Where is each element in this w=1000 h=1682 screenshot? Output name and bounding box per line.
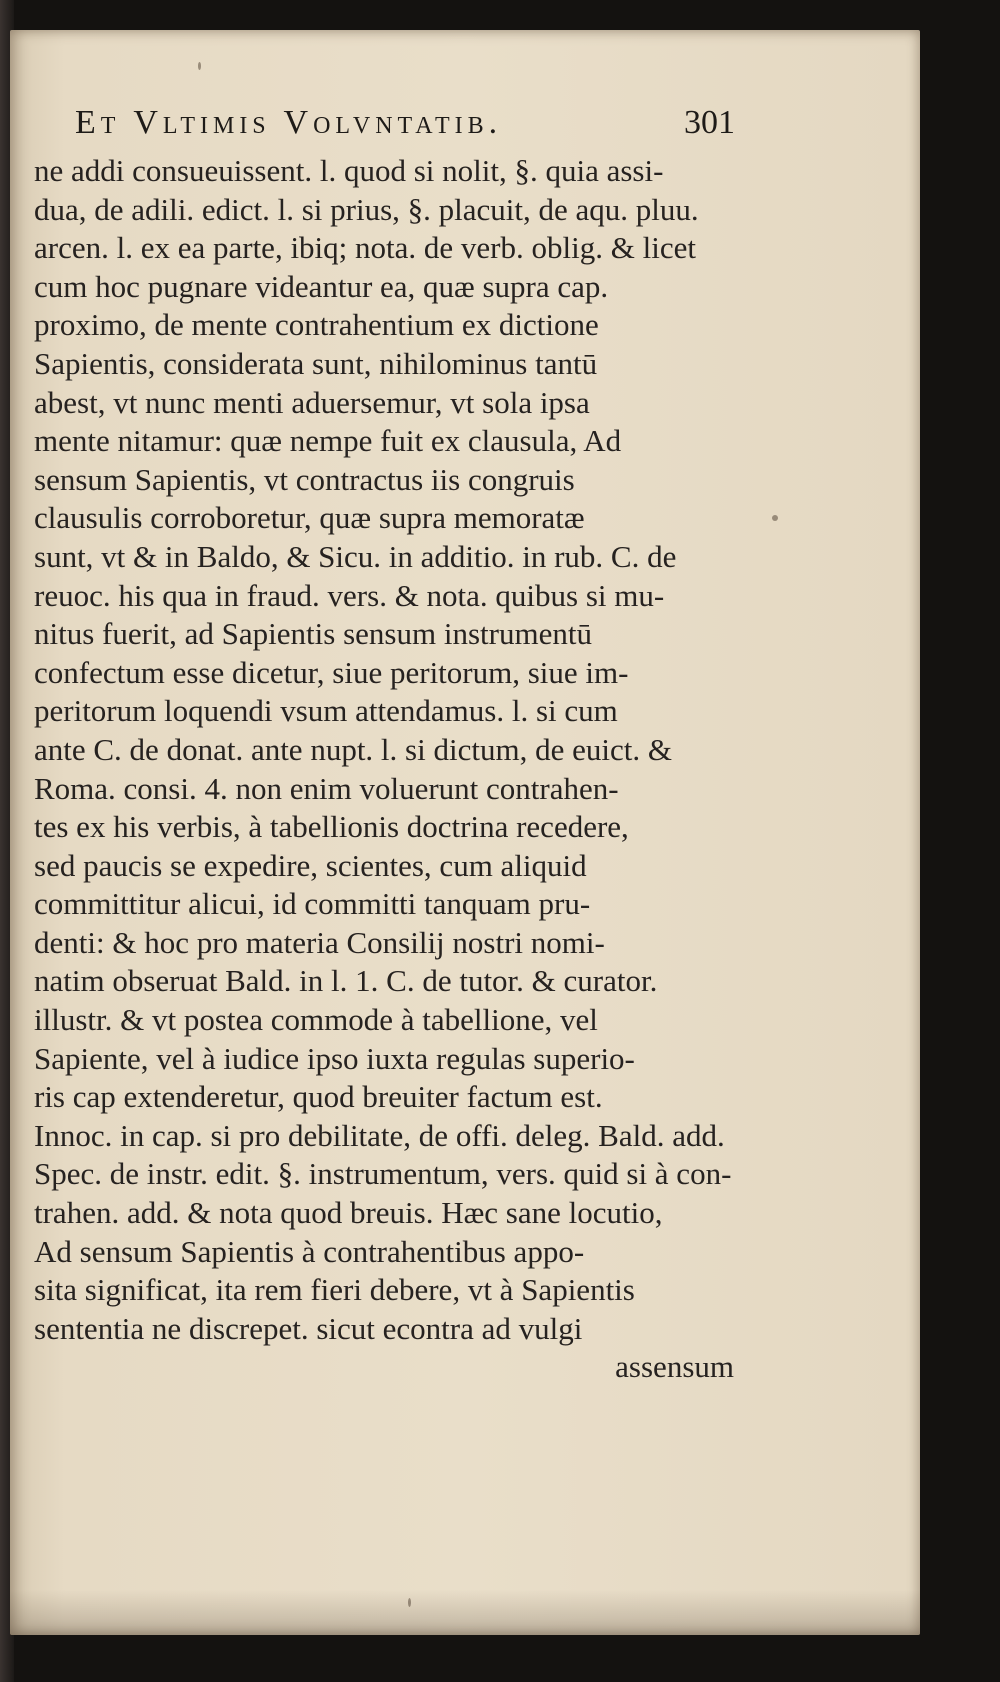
paper-fleck [772,515,778,521]
text-line: natim obseruat Bald. in l. 1. C. de tutor. & curator. [34,963,658,999]
text-line: reuoc. his qua in fraud. vers. & nota. quibus si mu- [34,577,665,613]
text-line: committitur alicui, id committi tanquam pru- [34,886,591,922]
text-line: peritorum loquendi vsum attendamus. l. si cum [34,693,618,729]
text-line: confectum esse dicetur, siue peritorum, siue im- [34,654,629,690]
text-line: trahen. add. & nota quod breuis. Hæc sane locutio, [34,1195,663,1231]
paper-fleck [408,1598,411,1607]
text-line: clausulis corroboretur, quæ supra memoratæ [34,500,585,536]
page-header [75,104,735,154]
text-line: arcen. l. ex ea parte, ibiq; nota. de verb. oblig. & licet [34,230,696,266]
page-number: 301 [684,104,735,141]
text-line: ante C. de donat. ante nupt. l. si dictum, de euict. & [34,731,672,767]
text-line: Ad sensum Sapientis à contrahentibus appo- [34,1233,585,1269]
text-line: Sapientis, considerata sunt, nihilominus tantū [34,345,598,381]
text-line: sita significat, ita rem fieri debere, vt à Sapientis [34,1272,635,1308]
text-line: sensum Sapientis, vt contractus iis congruis [34,461,575,497]
text-line: tes ex his verbis, à tabellionis doctrina recedere, [34,809,629,845]
text-line: mente nitamur: quæ nempe fuit ex clausula, Ad [34,423,622,459]
text-line: ris cap extenderetur, quod breuiter factum est. [34,1079,603,1115]
text-line: sed paucis se expedire, scientes, cum aliquid [34,847,587,883]
text-line: Roma. consi. 4. non enim voluerunt contrahen- [34,770,619,806]
page-bottom-shadow [10,1590,920,1635]
text-line: Sapiente, vel à iudice ipso iuxta regulas superio- [34,1040,635,1076]
text-line: dua, de adili. edict. l. si prius, §. placuit, de aqu. pluu. [34,191,699,227]
text-line: proximo, de mente contrahentium ex dictione [34,307,599,343]
text-line: illustr. & vt postea commode à tabellione, vel [34,1002,598,1038]
text-line: abest, vt nunc menti aduersemur, vt sola ipsa [34,384,590,420]
text-line: Spec. de instr. edit. §. instrumentum, vers. quid si à con- [34,1156,732,1192]
text-line: nitus fuerit, ad Sapientis sensum instrumentū [34,616,592,652]
body-text [34,152,734,1387]
text-line: sententia ne discrepet. sicut econtra ad vulgi [34,1310,583,1346]
text-line: Innoc. in cap. si pro debilitate, de offi. deleg. Bald. add. [34,1117,725,1153]
paper-fleck [198,62,201,70]
text-line: ne addi consueuissent. l. quod si nolit, §. quia assi- [34,153,664,188]
running-head: Et Vltimis Volvntatib. [75,104,503,141]
catchword: assensum [615,1349,734,1385]
text-line: denti: & hoc pro materia Consilij nostri nomi- [34,924,605,960]
text-line: cum hoc pugnare videantur ea, quæ supra cap. [34,268,609,304]
text-line: sunt, vt & in Baldo, & Sicu. in additio. in rub. C. de [34,538,677,574]
